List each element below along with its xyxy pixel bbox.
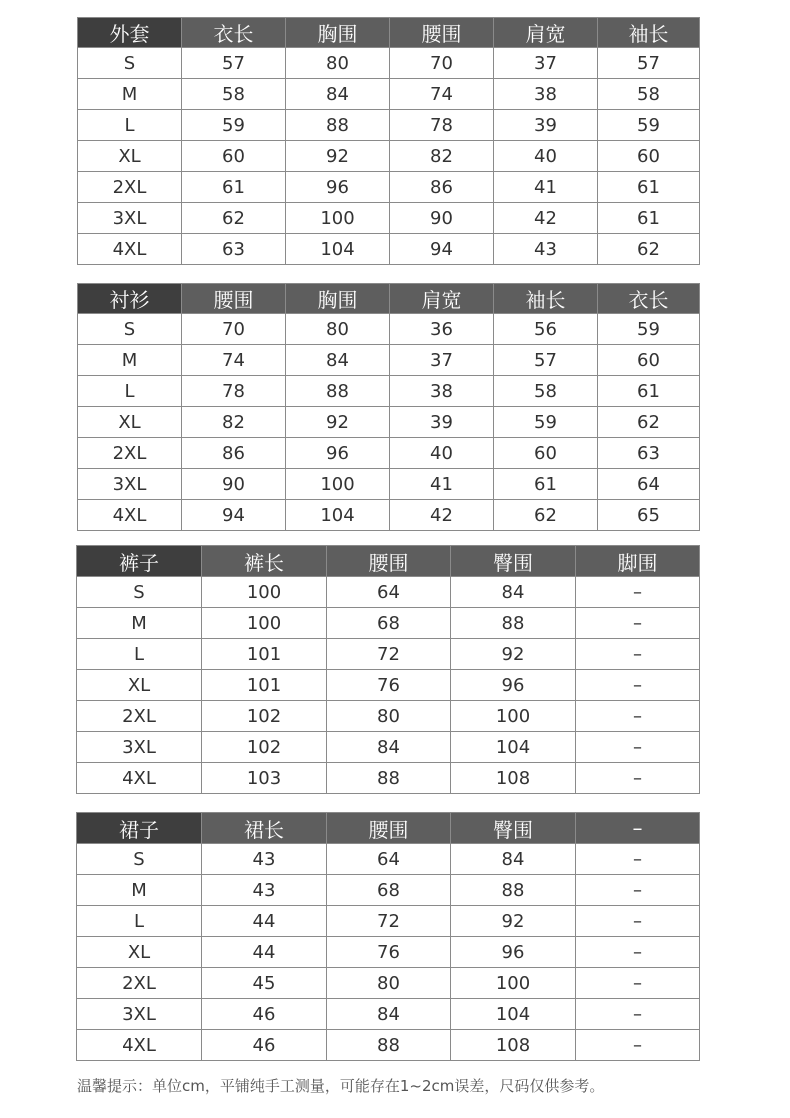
measurement-cell: 100 — [202, 608, 327, 639]
size-note: 温馨提示：单位cm，平铺纯手工测量，可能存在1~2cm误差，尺码仅供参考。 — [77, 1077, 605, 1095]
measurement-cell: 88 — [286, 110, 390, 141]
measurement-cell: 59 — [182, 110, 286, 141]
column-header: 胸围 — [286, 18, 390, 48]
column-header: 衣长 — [598, 284, 700, 314]
measurement-cell: 74 — [182, 345, 286, 376]
measurement-cell: 100 — [286, 203, 390, 234]
measurement-cell: – — [576, 875, 700, 906]
measurement-cell: 90 — [182, 469, 286, 500]
size-label: 4XL — [78, 234, 182, 265]
table-row — [77, 937, 700, 968]
category-header: 裙子 — [77, 813, 202, 844]
measurement-cell: 70 — [390, 48, 494, 79]
measurement-cell: 80 — [286, 314, 390, 345]
measurement-cell: – — [576, 937, 700, 968]
pants-size-table — [76, 545, 700, 794]
measurement-cell: 96 — [286, 172, 390, 203]
measurement-cell: 40 — [390, 438, 494, 469]
measurement-cell: 45 — [202, 968, 327, 999]
table-row — [78, 110, 700, 141]
size-label: 2XL — [77, 968, 202, 999]
measurement-cell: 86 — [182, 438, 286, 469]
measurement-cell: 88 — [286, 376, 390, 407]
measurement-cell: 82 — [182, 407, 286, 438]
measurement-cell: 96 — [451, 937, 576, 968]
measurement-cell: 92 — [451, 639, 576, 670]
size-label: 2XL — [78, 172, 182, 203]
column-header: 袖长 — [494, 284, 598, 314]
table-row — [77, 732, 700, 763]
measurement-cell: – — [576, 906, 700, 937]
table-row — [77, 999, 700, 1030]
measurement-cell: 94 — [182, 500, 286, 531]
table-row — [77, 906, 700, 937]
measurement-cell: 78 — [182, 376, 286, 407]
measurement-cell: 76 — [327, 670, 451, 701]
table-row — [78, 438, 700, 469]
measurement-cell: 104 — [286, 500, 390, 531]
measurement-cell: 78 — [390, 110, 494, 141]
table-row — [77, 763, 700, 794]
measurement-cell: 84 — [286, 345, 390, 376]
measurement-cell: 72 — [327, 906, 451, 937]
table-row — [78, 79, 700, 110]
measurement-cell: – — [576, 999, 700, 1030]
measurement-cell: 58 — [598, 79, 700, 110]
table-row — [78, 141, 700, 172]
measurement-cell: 64 — [327, 577, 451, 608]
measurement-cell: 59 — [598, 110, 700, 141]
table-row — [78, 314, 700, 345]
size-label: 3XL — [78, 203, 182, 234]
measurement-cell: 104 — [451, 732, 576, 763]
size-label: 4XL — [77, 1030, 202, 1061]
table-row — [78, 48, 700, 79]
measurement-cell: 102 — [202, 732, 327, 763]
measurement-cell: 84 — [451, 577, 576, 608]
column-header: 腰围 — [327, 813, 451, 844]
size-label: S — [77, 844, 202, 875]
table-row — [77, 577, 700, 608]
measurement-cell: 37 — [494, 48, 598, 79]
measurement-cell: 90 — [390, 203, 494, 234]
measurement-cell: – — [576, 1030, 700, 1061]
measurement-cell: 70 — [182, 314, 286, 345]
category-header: 外套 — [78, 18, 182, 48]
measurement-cell: 104 — [286, 234, 390, 265]
measurement-cell: 101 — [202, 670, 327, 701]
size-label: S — [78, 48, 182, 79]
measurement-cell: 57 — [598, 48, 700, 79]
measurement-cell: 37 — [390, 345, 494, 376]
measurement-cell: 61 — [182, 172, 286, 203]
measurement-cell: 58 — [182, 79, 286, 110]
measurement-cell: – — [576, 577, 700, 608]
measurement-cell: 100 — [286, 469, 390, 500]
size-label: 3XL — [77, 732, 202, 763]
measurement-cell: 84 — [451, 844, 576, 875]
size-label: L — [78, 110, 182, 141]
size-label: M — [78, 79, 182, 110]
size-label: L — [77, 906, 202, 937]
measurement-cell: 42 — [390, 500, 494, 531]
size-label: XL — [78, 141, 182, 172]
measurement-cell: 60 — [494, 438, 598, 469]
table-row — [78, 172, 700, 203]
table-row — [77, 968, 700, 999]
size-label: 4XL — [77, 763, 202, 794]
table-row — [77, 670, 700, 701]
table-row — [78, 203, 700, 234]
measurement-cell: 88 — [327, 763, 451, 794]
measurement-cell: 60 — [598, 345, 700, 376]
column-header: 腰围 — [182, 284, 286, 314]
measurement-cell: 61 — [598, 376, 700, 407]
measurement-cell: 42 — [494, 203, 598, 234]
size-label: S — [77, 577, 202, 608]
measurement-cell: 41 — [494, 172, 598, 203]
measurement-cell: – — [576, 639, 700, 670]
shirt-size-table — [77, 283, 700, 531]
column-header: – — [576, 813, 700, 844]
measurement-cell: 96 — [451, 670, 576, 701]
measurement-cell: 62 — [598, 234, 700, 265]
measurement-cell: 60 — [598, 141, 700, 172]
category-header: 衬衫 — [78, 284, 182, 314]
measurement-cell: 92 — [451, 906, 576, 937]
skirt-size-table — [76, 812, 700, 1061]
column-header: 裙长 — [202, 813, 327, 844]
size-label: 3XL — [78, 469, 182, 500]
measurement-cell: 63 — [598, 438, 700, 469]
measurement-cell: 100 — [451, 701, 576, 732]
measurement-cell: 72 — [327, 639, 451, 670]
size-label: 2XL — [77, 701, 202, 732]
measurement-cell: 64 — [598, 469, 700, 500]
size-label: 4XL — [78, 500, 182, 531]
measurement-cell: 61 — [494, 469, 598, 500]
measurement-cell: – — [576, 732, 700, 763]
measurement-cell: 108 — [451, 1030, 576, 1061]
table-row — [78, 376, 700, 407]
table-row — [78, 407, 700, 438]
size-label: M — [78, 345, 182, 376]
header-row — [78, 18, 700, 48]
table-row — [78, 234, 700, 265]
size-label: L — [77, 639, 202, 670]
measurement-cell: 44 — [202, 937, 327, 968]
measurement-cell: 82 — [390, 141, 494, 172]
measurement-cell: 108 — [451, 763, 576, 794]
measurement-cell: 76 — [327, 937, 451, 968]
table-row — [77, 608, 700, 639]
measurement-cell: – — [576, 670, 700, 701]
measurement-cell: 74 — [390, 79, 494, 110]
measurement-cell: 60 — [182, 141, 286, 172]
table-row — [78, 500, 700, 531]
column-header: 袖长 — [598, 18, 700, 48]
size-label: XL — [77, 937, 202, 968]
table-row — [77, 701, 700, 732]
measurement-cell: 39 — [390, 407, 494, 438]
measurement-cell: 100 — [451, 968, 576, 999]
measurement-cell: 61 — [598, 203, 700, 234]
column-header: 裤长 — [202, 546, 327, 577]
size-label: M — [77, 608, 202, 639]
size-label: 2XL — [78, 438, 182, 469]
table-row — [77, 1030, 700, 1061]
measurement-cell: 40 — [494, 141, 598, 172]
column-header: 肩宽 — [494, 18, 598, 48]
measurement-cell: 86 — [390, 172, 494, 203]
table-row — [77, 639, 700, 670]
measurement-cell: 88 — [327, 1030, 451, 1061]
measurement-cell: 41 — [390, 469, 494, 500]
column-header: 腰围 — [390, 18, 494, 48]
measurement-cell: 101 — [202, 639, 327, 670]
measurement-cell: 58 — [494, 376, 598, 407]
measurement-cell: 43 — [202, 844, 327, 875]
measurement-cell: 62 — [494, 500, 598, 531]
measurement-cell: 80 — [327, 968, 451, 999]
measurement-cell: 57 — [494, 345, 598, 376]
measurement-cell: 68 — [327, 608, 451, 639]
column-header: 脚围 — [576, 546, 700, 577]
category-header: 裤子 — [77, 546, 202, 577]
measurement-cell: 46 — [202, 1030, 327, 1061]
column-header: 臀围 — [451, 813, 576, 844]
measurement-cell: 62 — [182, 203, 286, 234]
measurement-cell: 96 — [286, 438, 390, 469]
measurement-cell: 84 — [327, 732, 451, 763]
size-label: L — [78, 376, 182, 407]
measurement-cell: – — [576, 844, 700, 875]
column-header: 胸围 — [286, 284, 390, 314]
measurement-cell: 56 — [494, 314, 598, 345]
column-header: 腰围 — [327, 546, 451, 577]
measurement-cell: 39 — [494, 110, 598, 141]
measurement-cell: 94 — [390, 234, 494, 265]
measurement-cell: 104 — [451, 999, 576, 1030]
table-row — [78, 469, 700, 500]
jacket-size-table — [77, 17, 700, 265]
measurement-cell: 62 — [598, 407, 700, 438]
table-row — [77, 844, 700, 875]
measurement-cell: 59 — [598, 314, 700, 345]
measurement-cell: 44 — [202, 906, 327, 937]
measurement-cell: 84 — [286, 79, 390, 110]
size-label: XL — [78, 407, 182, 438]
measurement-cell: 36 — [390, 314, 494, 345]
measurement-cell: 102 — [202, 701, 327, 732]
table-row — [78, 345, 700, 376]
measurement-cell: 38 — [494, 79, 598, 110]
measurement-cell: – — [576, 968, 700, 999]
measurement-cell: 43 — [202, 875, 327, 906]
measurement-cell: 63 — [182, 234, 286, 265]
measurement-cell: 64 — [327, 844, 451, 875]
table-row — [77, 875, 700, 906]
measurement-cell: 88 — [451, 875, 576, 906]
measurement-cell: 84 — [327, 999, 451, 1030]
measurement-cell: 57 — [182, 48, 286, 79]
size-label: XL — [77, 670, 202, 701]
measurement-cell: – — [576, 608, 700, 639]
size-label: 3XL — [77, 999, 202, 1030]
column-header: 臀围 — [451, 546, 576, 577]
measurement-cell: 103 — [202, 763, 327, 794]
measurement-cell: 59 — [494, 407, 598, 438]
measurement-cell: 100 — [202, 577, 327, 608]
column-header: 衣长 — [182, 18, 286, 48]
measurement-cell: 88 — [451, 608, 576, 639]
measurement-cell: 65 — [598, 500, 700, 531]
size-label: S — [78, 314, 182, 345]
measurement-cell: – — [576, 763, 700, 794]
measurement-cell: 43 — [494, 234, 598, 265]
header-row — [77, 546, 700, 577]
header-row — [78, 284, 700, 314]
measurement-cell: 92 — [286, 407, 390, 438]
size-label: M — [77, 875, 202, 906]
measurement-cell: 80 — [327, 701, 451, 732]
measurement-cell: 61 — [598, 172, 700, 203]
measurement-cell: 38 — [390, 376, 494, 407]
column-header: 肩宽 — [390, 284, 494, 314]
measurement-cell: 80 — [286, 48, 390, 79]
measurement-cell: – — [576, 701, 700, 732]
header-row — [77, 813, 700, 844]
measurement-cell: 92 — [286, 141, 390, 172]
measurement-cell: 46 — [202, 999, 327, 1030]
measurement-cell: 68 — [327, 875, 451, 906]
